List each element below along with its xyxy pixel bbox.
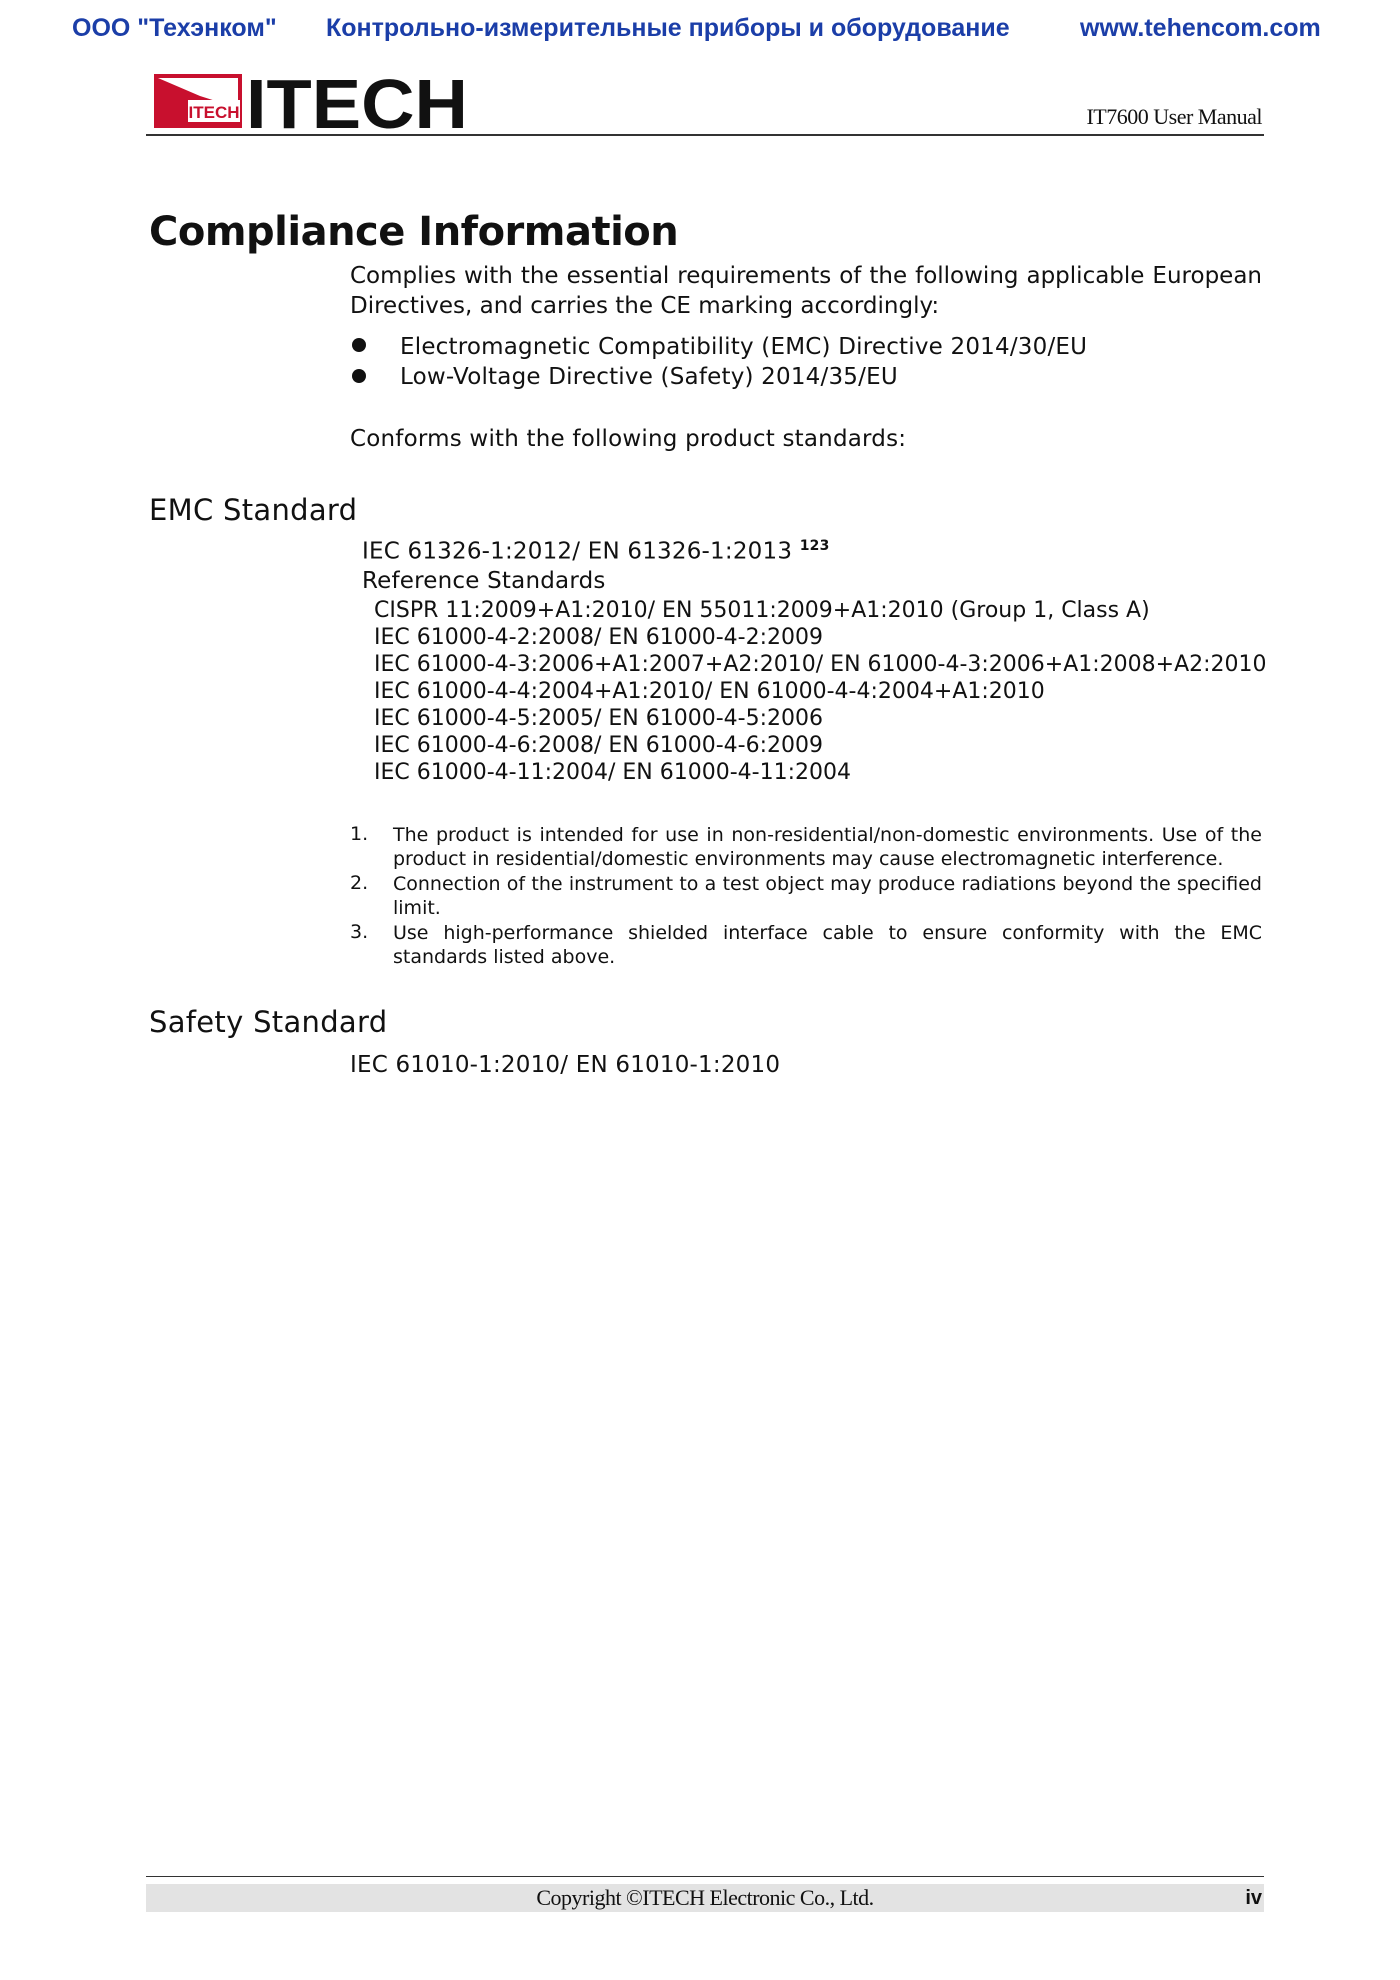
reference-standard: IEC 61000-4-6:2008/ EN 61000-4-6:2009 bbox=[374, 733, 824, 758]
note-text: The product is intended for use in non-residential/non-domestic environments. Use of the product in residential/domestic environments may cause electromagnetic interference. bbox=[393, 824, 1262, 870]
note-number: 3. bbox=[350, 921, 369, 943]
emc-main-standard-text: IEC 61326-1:2012/ EN 61326-1:2013 bbox=[362, 538, 793, 565]
page-header bbox=[146, 66, 1264, 136]
reference-standards-heading: Reference Standards bbox=[362, 568, 606, 594]
reference-standard: IEC 61000-4-11:2004/ EN 61000-4-11:2004 bbox=[374, 760, 852, 785]
intro-paragraph: Complies with the essential requirements of the following applicable European Directives, and carries the CE marking accordingly: bbox=[350, 263, 1262, 319]
directive-emc: Electromagnetic Compatibility (EMC) Directive 2014/30/EU bbox=[400, 334, 1088, 360]
reference-standard: IEC 61000-4-3:2006+A1:2007+A2:2010/ EN 61000-4-3:2006+A1:2008+A2:2010 bbox=[374, 652, 1267, 677]
banner-website[interactable]: www.tehencom.com bbox=[1080, 14, 1321, 42]
page-title: Compliance Information bbox=[149, 209, 679, 255]
banner-slogan: Контрольно-измерительные приборы и оборудование bbox=[326, 14, 1010, 42]
emc-main-standard bbox=[362, 538, 830, 565]
itech-logo bbox=[154, 70, 474, 132]
directive-lvd: Low-Voltage Directive (Safety) 2014/35/EU bbox=[400, 364, 898, 390]
footer-divider bbox=[146, 1876, 1264, 1877]
page-footer bbox=[146, 1884, 1264, 1912]
note-text: Connection of the instrument to a test object may produce radiations beyond the specified limit. bbox=[393, 873, 1262, 919]
reference-standard: CISPR 11:2009+A1:2010/ EN 55011:2009+A1:2010 (Group 1, Class A) bbox=[374, 598, 1150, 623]
top-banner bbox=[0, 14, 1400, 48]
note-number: 1. bbox=[350, 823, 369, 845]
reference-standard: IEC 61000-4-5:2005/ EN 61000-4-5:2006 bbox=[374, 706, 824, 731]
banner-company: ООО "Техэнком" bbox=[72, 14, 277, 42]
manual-title: IT7600 User Manual bbox=[1086, 104, 1262, 129]
bullet-dot bbox=[352, 338, 366, 352]
reference-standard: IEC 61000-4-2:2008/ EN 61000-4-2:2009 bbox=[374, 625, 824, 650]
reference-standard: IEC 61000-4-4:2004+A1:2010/ EN 61000-4-4:2004+A1:2010 bbox=[374, 679, 1045, 704]
bullet-dot bbox=[352, 369, 366, 383]
logo-badge-text: ITECH bbox=[188, 103, 240, 122]
logo-wordmark: ITECH bbox=[246, 70, 468, 132]
emc-heading: EMC Standard bbox=[149, 493, 358, 527]
safety-standard: IEC 61010-1:2010/ EN 61010-1:2010 bbox=[350, 1052, 781, 1078]
note-text: Use high-performance shielded interface cable to ensure conformity with the EMC standards listed above. bbox=[393, 922, 1262, 968]
copyright-text: Copyright ©ITECH Electronic Co., Ltd. bbox=[536, 1885, 874, 1910]
emc-footnote-refs: 123 bbox=[799, 538, 830, 554]
page-number: iv bbox=[1245, 1887, 1262, 1909]
note-number: 2. bbox=[350, 872, 369, 894]
conforms-statement: Conforms with the following product standards: bbox=[350, 426, 907, 452]
safety-heading: Safety Standard bbox=[149, 1005, 388, 1039]
